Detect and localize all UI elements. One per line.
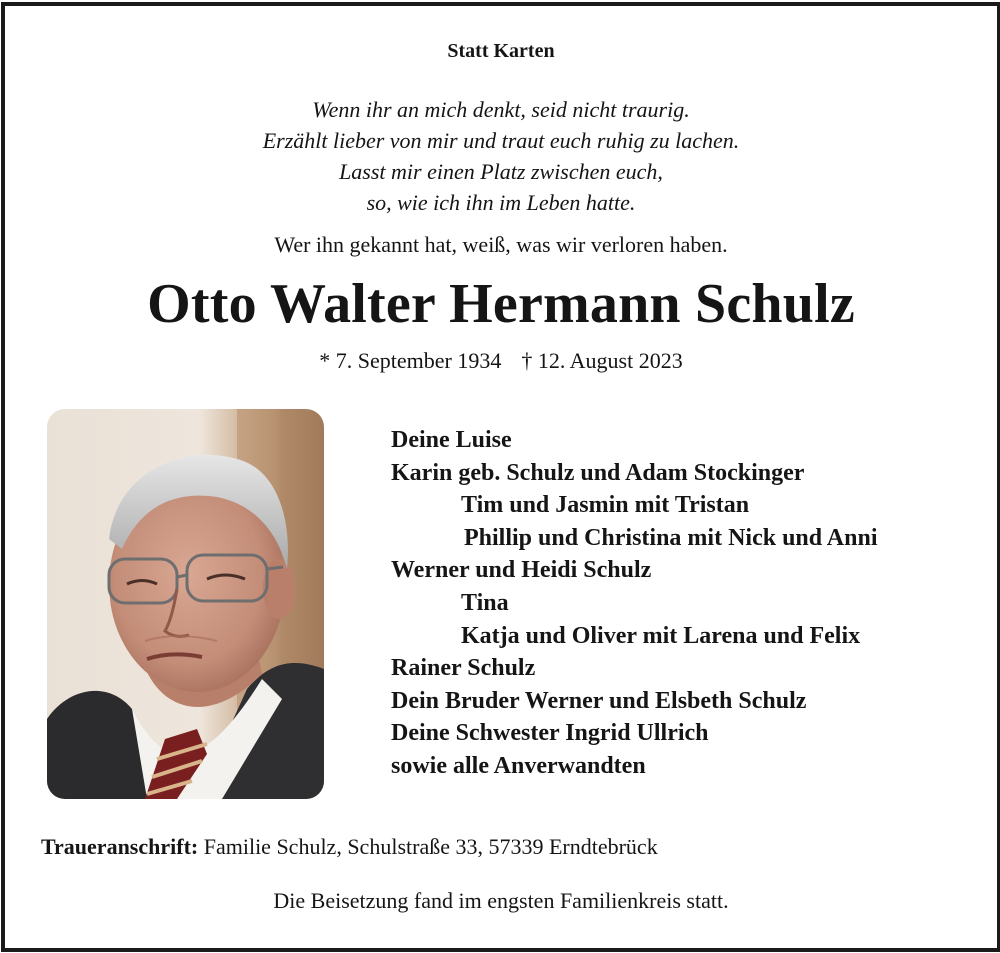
intro-line: Wer ihn gekannt hat, weiß, was wir verloren haben. <box>274 232 728 257</box>
birth-date: * 7. September 1934 <box>319 348 502 373</box>
poem-line: Lasst mir einen Platz zwischen euch, <box>339 159 663 184</box>
family-line: Dein Bruder Werner und Elsbeth Schulz <box>391 687 807 714</box>
death-date: † 12. August 2023 <box>521 348 683 373</box>
obituary-notice <box>1 2 1000 952</box>
family-line: Deine Schwester Ingrid Ullrich <box>391 720 709 747</box>
family-line: Tim und Jasmin mit Tristan <box>461 492 750 519</box>
family-line: Deine Luise <box>391 427 512 453</box>
mourning-address <box>41 834 658 860</box>
poem-line: Wenn ihr an mich denkt, seid nicht traurig. <box>312 97 690 122</box>
family-line: Werner und Heidi Schulz <box>391 557 652 584</box>
poem-line: Erzählt lieber von mir und traut euch ruhig zu lachen. <box>262 128 740 153</box>
family-line: Karin geb. Schulz und Adam Stockinger <box>391 459 805 486</box>
deceased-name: Otto Walter Hermann Schulz <box>147 273 855 335</box>
portrait-photo <box>47 409 324 799</box>
poem-line: so, wie ich ihn im Leben hatte. <box>366 190 636 215</box>
life-dates <box>5 348 997 374</box>
family-line: Rainer Schulz <box>391 655 536 682</box>
family-line: Katja und Oliver mit Larena und Felix <box>461 622 861 649</box>
address-value: Familie Schulz, Schulstraße 33, 57339 Erndtebrück <box>203 834 658 859</box>
family-line: Tina <box>461 589 509 616</box>
address-label: Traueranschrift: <box>41 834 199 859</box>
family-list <box>391 424 877 783</box>
notice-heading: Statt Karten <box>447 40 555 62</box>
family-line: sowie alle Anverwandten <box>391 752 646 779</box>
funeral-note: Die Beisetzung fand im engsten Familienkreis statt. <box>273 888 729 913</box>
family-line: Phillip und Christina mit Nick und Anni <box>464 524 878 551</box>
poem <box>5 94 997 218</box>
